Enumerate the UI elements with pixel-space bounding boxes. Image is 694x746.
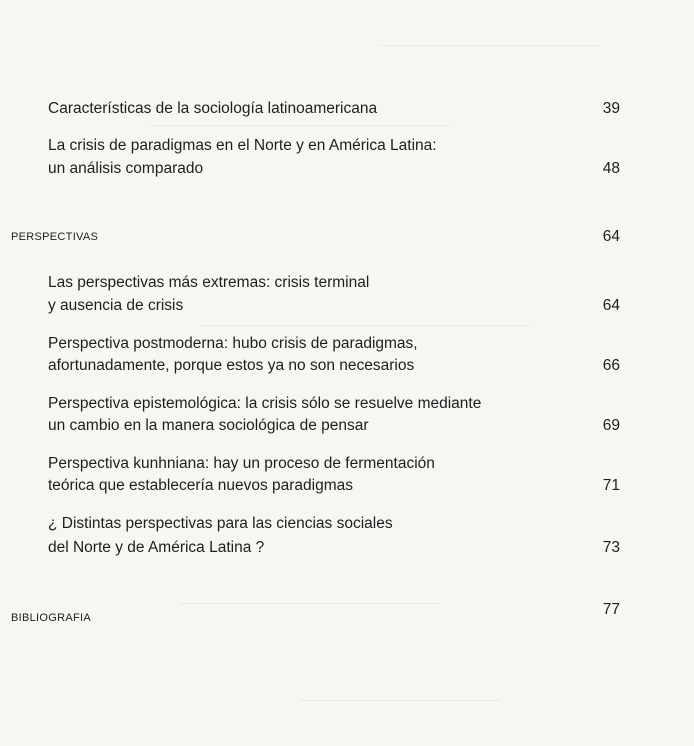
toc-entry-line [0,512,694,536]
section-title: PERSPECTIVAS [11,231,99,243]
toc-entry-line [0,392,694,416]
toc-entry-title: afortunadamente, porque estos ya no son necesarios [48,357,415,374]
section-title: BIBLIOGRAFIA [11,612,92,624]
toc-entry-line [0,332,694,356]
toc-entry-title: del Norte y de América Latina ? [48,539,265,556]
toc-page-number: 64 [602,297,620,314]
toc-section-heading [0,601,694,630]
toc-entry-title: Características de la sociología latinoamericana [48,100,378,117]
toc-entry-title: ¿ Distintas perspectivas para las ciencias sociales [48,515,393,532]
toc-entry-line [0,354,694,378]
toc-page-number: 77 [602,601,620,618]
toc-entry-line [0,414,694,438]
toc-page-number: 66 [602,357,620,374]
toc-entry-line [0,271,694,295]
toc-page-number: 71 [602,477,620,494]
toc-entry-title: y ausencia de crisis [48,297,184,314]
toc-entry-line [0,157,694,181]
toc-entry-title: Las perspectivas más extremas: crisis terminal [48,274,370,291]
toc-page-number: 73 [602,539,620,556]
toc-entry-title: Perspectiva epistemológica: la crisis sólo se resuelve mediante [48,395,482,412]
toc-page-number: 48 [602,160,620,177]
toc-entry-line [0,294,694,318]
toc-entry-line [0,452,694,476]
toc-page-number: 64 [602,228,620,245]
toc-entry-title: Perspectiva kunhniana: hay un proceso de fermentación [48,455,435,472]
toc-page-number: 69 [602,417,620,434]
toc-entry-line [0,134,694,158]
toc-entry-title: Perspectiva postmoderna: hubo crisis de paradigmas, [48,335,418,352]
toc-entry-line [0,536,694,560]
toc-entry-title: un análisis comparado [48,160,204,177]
toc-entry-line [0,474,694,498]
toc-entry-title: teórica que establecería nuevos paradigmas [48,477,354,494]
toc-entry-title: La crisis de paradigmas en el Norte y en América Latina: [48,137,437,154]
toc-entry-line [0,97,694,121]
toc-entry-title: un cambio en la manera sociológica de pensar [48,417,369,434]
toc-section-heading [0,225,694,249]
toc-page-number: 39 [602,100,620,117]
